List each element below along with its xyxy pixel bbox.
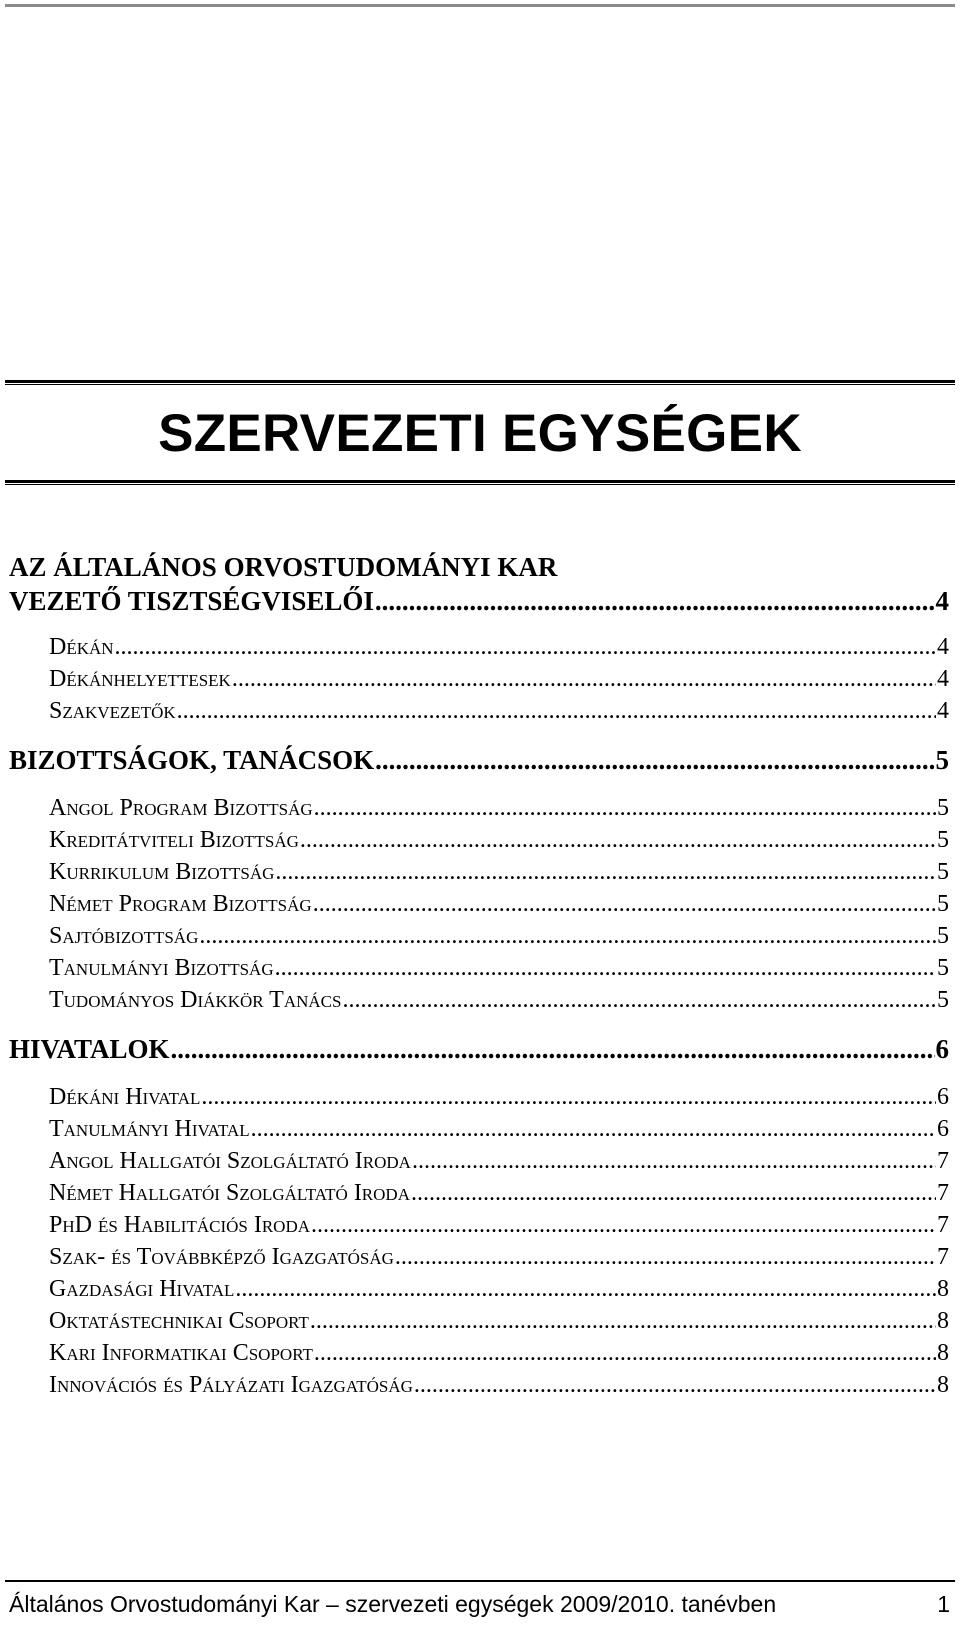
toc-entry[interactable] bbox=[49, 827, 949, 859]
toc-entry-label: Dékán bbox=[49, 634, 114, 660]
toc-page-number: 8 bbox=[937, 1340, 949, 1366]
toc-page-number: 6 bbox=[937, 1116, 949, 1142]
toc-dot-leader bbox=[300, 827, 936, 854]
toc-dot-leader bbox=[313, 891, 936, 918]
toc-entry-label: Innovációs és Pályázati Igazgatóság bbox=[49, 1372, 413, 1398]
toc-entry[interactable] bbox=[49, 891, 949, 923]
toc-entry-label: Gazdasági Hivatal bbox=[49, 1276, 235, 1302]
toc-entry-label: HIVATALOK bbox=[9, 1034, 170, 1064]
toc-dot-leader bbox=[251, 1116, 936, 1143]
toc-page-number: 4 bbox=[937, 634, 949, 660]
toc-entry[interactable] bbox=[49, 1308, 949, 1340]
toc-entry-label: Tudományos Diákkör Tanács bbox=[49, 987, 342, 1013]
toc-page-number: 5 bbox=[937, 827, 949, 853]
toc-page-number: 6 bbox=[937, 1084, 949, 1110]
toc-entry[interactable] bbox=[49, 1244, 949, 1276]
toc-entry[interactable] bbox=[49, 1148, 949, 1180]
toc-entry-label: BIZOTTSÁGOK, TANÁCSOK bbox=[9, 745, 375, 775]
toc-page-number: 5 bbox=[937, 891, 949, 917]
toc-dot-leader bbox=[275, 859, 936, 886]
footer-page-number: 1 bbox=[937, 1591, 950, 1617]
toc-page-number: 5 bbox=[937, 987, 949, 1013]
top-rule bbox=[5, 4, 955, 7]
toc-page-number: 6 bbox=[935, 1034, 949, 1064]
toc-entry-label: Angol Hallgatói Szolgáltató Iroda bbox=[49, 1148, 411, 1174]
toc-entry-label: Kreditátviteli Bizottság bbox=[49, 827, 299, 853]
toc-entry-label: Szakvezetők bbox=[49, 698, 176, 724]
toc-dot-leader bbox=[411, 1180, 936, 1207]
toc-entry-label: Német Program Bizottság bbox=[49, 891, 312, 917]
toc-section-3-entry[interactable] bbox=[9, 1034, 949, 1068]
toc-entry[interactable] bbox=[49, 1276, 949, 1308]
footer-text: Általános Orvostudományi Kar – szervezeti egységek 2009/2010. tanévben bbox=[9, 1591, 777, 1617]
toc-page-number: 5 bbox=[937, 923, 949, 949]
toc-entry-label: Dékánhelyettesek bbox=[49, 666, 231, 692]
toc-page-number: 7 bbox=[937, 1180, 949, 1206]
toc-page-number: 7 bbox=[937, 1212, 949, 1238]
toc-page-number: 7 bbox=[937, 1244, 949, 1270]
toc-page-number: 7 bbox=[937, 1148, 949, 1174]
toc-entry[interactable] bbox=[49, 634, 949, 666]
toc-page-number: 8 bbox=[937, 1308, 949, 1334]
toc-page-number: 4 bbox=[937, 666, 949, 692]
toc-entry-label: VEZETŐ TISZTSÉGVISELŐI bbox=[9, 586, 374, 616]
toc-dot-leader bbox=[314, 1340, 936, 1367]
toc-section-1-entry[interactable] bbox=[9, 586, 949, 620]
toc-dot-leader bbox=[235, 1276, 936, 1303]
toc-entry[interactable] bbox=[49, 955, 949, 987]
toc-dot-leader bbox=[375, 586, 935, 617]
toc-page-number: 5 bbox=[935, 745, 949, 775]
toc-entry[interactable] bbox=[49, 1372, 949, 1404]
toc-entry[interactable] bbox=[49, 666, 949, 698]
toc-entry-label: Kurrikulum Bizottság bbox=[49, 859, 275, 885]
page-title: SZERVEZETI EGYSÉGEK bbox=[158, 404, 802, 463]
toc-dot-leader bbox=[314, 795, 936, 822]
toc-dot-leader bbox=[171, 1034, 935, 1065]
toc-entry[interactable] bbox=[49, 1084, 949, 1116]
toc-section-2-entry[interactable] bbox=[9, 745, 949, 779]
toc-dot-leader bbox=[201, 1084, 936, 1111]
toc-page-number: 5 bbox=[937, 795, 949, 821]
toc-entry[interactable] bbox=[49, 1340, 949, 1372]
toc-entry[interactable] bbox=[49, 1116, 949, 1148]
toc-dot-leader bbox=[115, 634, 936, 661]
toc-page-number: 4 bbox=[935, 586, 949, 616]
toc-entry-label: Tanulmányi Bizottság bbox=[49, 955, 274, 981]
toc-entry-label: Tanulmányi Hivatal bbox=[49, 1116, 250, 1142]
toc-entry-label: Szak- és Továbbképző Igazgatóság bbox=[49, 1244, 394, 1270]
toc-page-number: 5 bbox=[937, 859, 949, 885]
toc-entry[interactable] bbox=[49, 923, 949, 955]
toc-dot-leader bbox=[232, 666, 936, 693]
toc-dot-leader bbox=[412, 1148, 936, 1175]
toc-entry-label: PhD és Habilitációs Iroda bbox=[49, 1212, 311, 1238]
toc-dot-leader bbox=[311, 1212, 936, 1239]
toc-page-number: 5 bbox=[937, 955, 949, 981]
title-rule-lower bbox=[5, 480, 955, 485]
toc-dot-leader bbox=[310, 1308, 936, 1335]
toc-entry-label: Dékáni Hivatal bbox=[49, 1084, 201, 1110]
toc-section-1-heading: AZ ÁLTALÁNOS ORVOSTUDOMÁNYI KAR bbox=[9, 552, 558, 582]
toc-dot-leader bbox=[177, 698, 936, 725]
toc-entry-label: Sajtóbizottság bbox=[49, 923, 199, 949]
toc-entry[interactable] bbox=[49, 1180, 949, 1212]
toc-entry-label: Német Hallgatói Szolgáltató Iroda bbox=[49, 1180, 410, 1206]
toc-entry-label: Kari Informatikai Csoport bbox=[49, 1340, 313, 1366]
toc-dot-leader bbox=[395, 1244, 936, 1271]
toc-dot-leader bbox=[375, 745, 934, 776]
toc-page-number: 8 bbox=[937, 1372, 949, 1398]
title-rule-upper bbox=[5, 380, 955, 385]
toc-entry[interactable] bbox=[49, 1212, 949, 1244]
toc-entry[interactable] bbox=[49, 987, 949, 1019]
toc-dot-leader bbox=[342, 987, 936, 1014]
toc-page-number: 4 bbox=[937, 698, 949, 724]
toc-page-number: 8 bbox=[937, 1276, 949, 1302]
toc-entry-label: Oktatástechnikai Csoport bbox=[49, 1308, 309, 1334]
toc-dot-leader bbox=[275, 955, 936, 982]
toc-entry[interactable] bbox=[49, 795, 949, 827]
toc-dot-leader bbox=[414, 1372, 936, 1399]
toc-dot-leader bbox=[199, 923, 936, 950]
toc-entry[interactable] bbox=[49, 859, 949, 891]
toc-entry[interactable] bbox=[49, 698, 949, 730]
footer-rule bbox=[5, 1580, 955, 1582]
toc-entry-label: Angol Program Bizottság bbox=[49, 795, 313, 821]
